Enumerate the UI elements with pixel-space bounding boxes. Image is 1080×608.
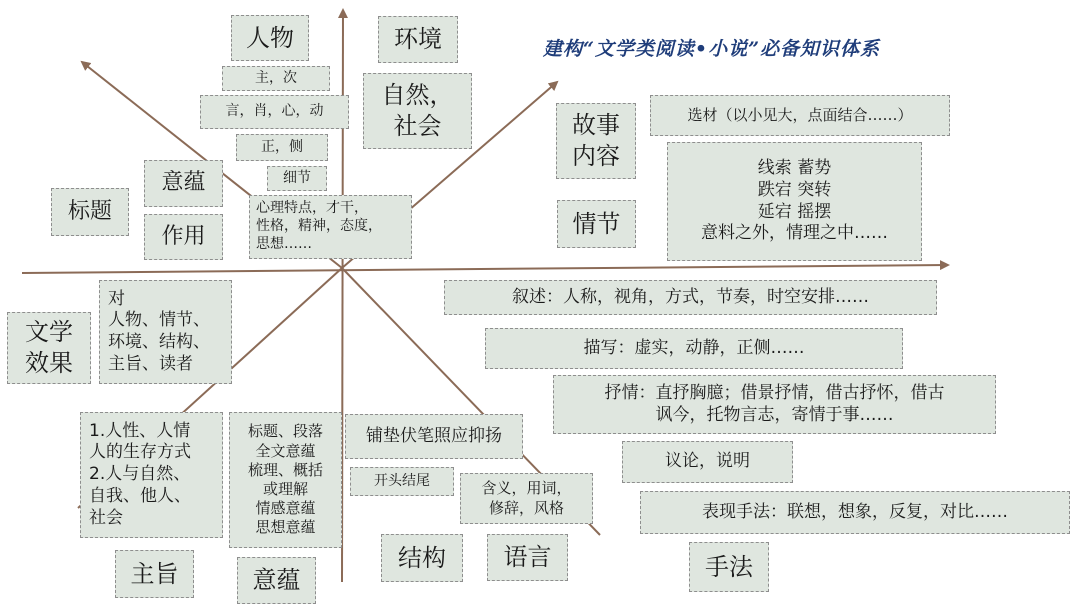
structure-devices: 铺垫伏笔照应抑扬 <box>345 414 523 459</box>
title-topic-label: 标题 <box>51 188 129 236</box>
literary-effect-targets: 对 人物、情节、 环境、结构、 主旨、读者 <box>99 280 232 384</box>
environment-types: 自然， 社会 <box>363 73 472 149</box>
plot-label: 情节 <box>557 200 636 248</box>
argument-box: 议论，说明 <box>622 441 793 483</box>
title-meaning: 意蕴 <box>144 160 223 207</box>
character-main-minor: 主，次 <box>222 66 330 91</box>
description-box: 描写：虚实，动静，正侧…… <box>485 328 903 369</box>
character-label: 人物 <box>231 15 309 61</box>
story-selection: 选材（以小见大，点面结合……） <box>650 95 950 136</box>
environment-label: 环境 <box>378 16 458 63</box>
theme-label: 主旨 <box>115 550 194 598</box>
language-items: 含义，用词， 修辞，风格 <box>460 473 593 524</box>
theme-items: 1.人性、人情 人的生存方式 2.人与自然、 自我、他人、 社会 <box>80 412 223 538</box>
lyric-box: 抒情：直抒胸臆；借景抒情，借古抒怀，借古 讽今，托物言志，寄情于事…… <box>553 375 996 434</box>
horizontal-axis <box>22 265 948 273</box>
title-function: 作用 <box>144 214 223 260</box>
techniques-box: 表现手法：联想，想象，反复，对比…… <box>640 491 1070 534</box>
techniques-label: 手法 <box>689 542 769 592</box>
character-direct-indirect: 正，侧 <box>236 134 328 161</box>
plot-techniques: 线索 蓄势 跌宕 突转 延宕 摇摆 意料之外，情理之中…… <box>667 142 922 261</box>
narration-box: 叙述：人称，视角，方式，节奏，时空安排…… <box>444 280 937 315</box>
character-details: 细节 <box>267 166 327 191</box>
character-description-methods: 言，肖，心，动 <box>200 95 349 129</box>
character-traits: 心理特点，才干， 性格，精神，态度， 思想…… <box>249 195 412 259</box>
connotation-items: 标题、段落 全文意蕴 梳理、概括 或理解 情感意蕴 思想意蕴 <box>229 412 342 548</box>
structure-opening-ending: 开头结尾 <box>350 467 454 496</box>
structure-label: 结构 <box>381 534 463 582</box>
story-content-label: 故事 内容 <box>556 103 636 179</box>
language-label: 语言 <box>487 534 568 581</box>
diagram-title: 建构“文学类阅读•小说”必备知识体系 <box>543 38 881 60</box>
literary-effect-label: 文学 效果 <box>7 312 91 384</box>
connotation-label: 意蕴 <box>237 557 316 604</box>
